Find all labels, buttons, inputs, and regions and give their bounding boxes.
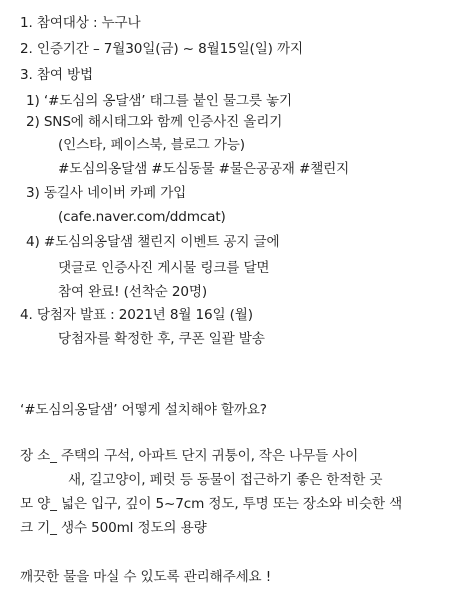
shape-text: 넓은 입구, 깊이 5~7cm 정도, 투명 또는 장소와 비슷한 색 xyxy=(60,496,403,512)
size-text: 생수 500ml 정도의 용량 xyxy=(60,520,207,536)
step-4-line-3: 참여 완료! (선착순 20명) xyxy=(58,284,207,300)
place-row xyxy=(20,447,358,465)
period-line: 2. 인증기간 – 7월30일(금) ~ 8월15일(일) 까지 xyxy=(20,41,303,57)
participants-line: 1. 참여대상 : 누구나 xyxy=(20,15,141,31)
place-text-line-2: 새, 길고양이, 페럿 등 동물이 접근하기 좋은 한적한 곳 xyxy=(68,472,383,488)
step-2-platforms: (인스타, 페이스북, 블로그 가능) xyxy=(58,137,245,153)
step-1: 1) ‘#도심의 옹달샘’ 태그를 붙인 물그릇 놓기 xyxy=(26,93,292,109)
shape-label: 모 양_ xyxy=(20,496,57,512)
step-2-hashtags: #도심의옹달샘 #도심동물 #물은공공재 #챌린지 xyxy=(58,161,350,177)
announcement-detail: 당첨자를 확정한 후, 쿠폰 일괄 발송 xyxy=(58,331,265,347)
size-row xyxy=(20,519,207,537)
closing-line: 깨끗한 물을 마실 수 있도록 관리해주세요 ! xyxy=(20,569,272,585)
step-3-url: (cafe.naver.com/ddmcat) xyxy=(58,209,226,225)
step-3: 3) 동길사 네이버 카페 가입 xyxy=(26,185,187,201)
step-2: 2) SNS에 해시태그와 함께 인증사진 올리기 xyxy=(26,114,283,130)
announcement-line: 4. 당첨자 발표 : 2021년 8월 16일 (월) xyxy=(20,307,253,323)
place-text: 주택의 구석, 아파트 단지 귀퉁이, 작은 나무들 사이 xyxy=(60,448,359,464)
size-label: 크 기_ xyxy=(20,520,57,536)
install-question: ‘#도심의옹달샘’ 어떻게 설치해야 할까요? xyxy=(20,402,267,418)
step-4-line-2: 댓글로 인증사진 게시물 링크를 달면 xyxy=(58,260,270,276)
step-4: 4) #도심의옹달샘 챌린지 이벤트 공지 글에 xyxy=(26,234,280,250)
method-heading: 3. 참여 방법 xyxy=(20,67,93,83)
shape-row xyxy=(20,495,402,513)
place-label: 장 소_ xyxy=(20,448,57,464)
